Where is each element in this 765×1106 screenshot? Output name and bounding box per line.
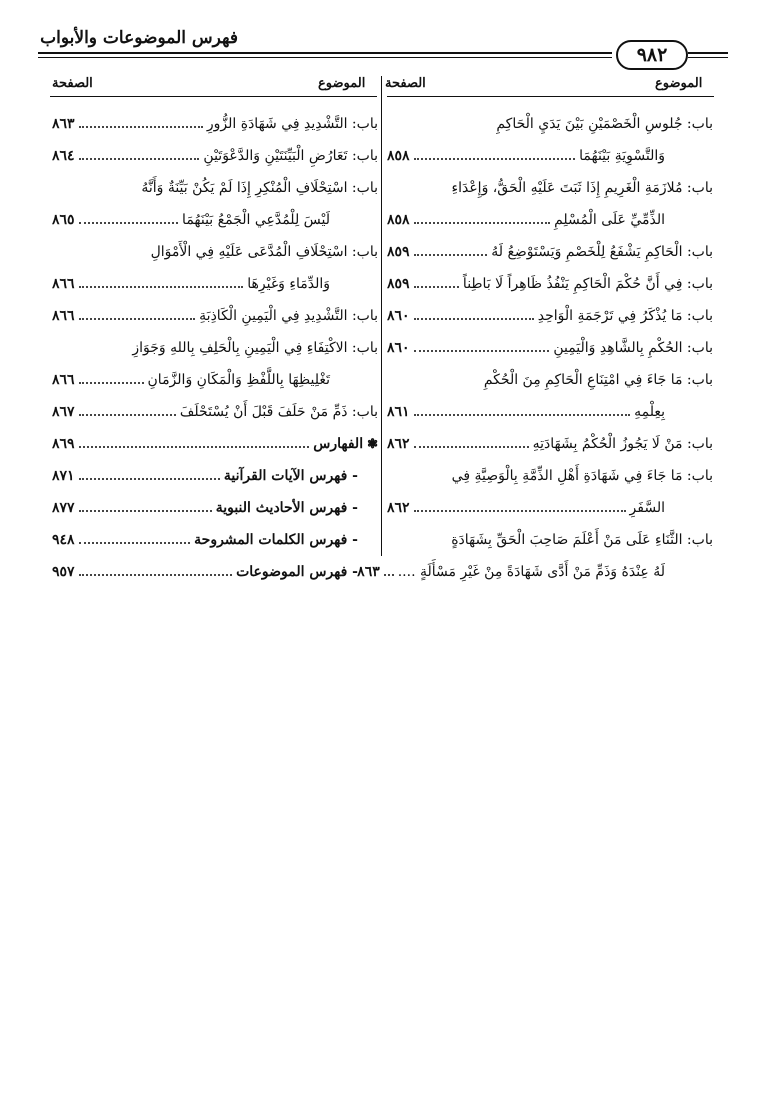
toc-entry-text: باب: اسْتِحْلَافِ الْمُنْكِرِ إِذَا لَمْ يَكُنْ بَيِّنَةٌ وَأَنَّهُ [141, 180, 378, 196]
toc-entry-text: بِعِلْمِهِ [634, 404, 665, 420]
toc-entry[interactable] [52, 236, 378, 300]
toc-page-number: ٨٦٢ [387, 500, 410, 516]
toc-page-number: ٨٦٧ [52, 404, 75, 420]
toc-entry[interactable] [52, 396, 378, 428]
toc-entry-text: باب: مُلازَمَةِ الْغَرِيمِ إِذَا ثَبَتَ عَلَيْهِ الْحَقُّ، وَإِعْدَاءِ [451, 180, 713, 196]
toc-entry-text: باب: جُلوسِ الْخَصْمَيْنِ بَيْنَ يَدَيِ الْحَاكِمِ [496, 116, 713, 132]
dot-leader [414, 158, 576, 160]
toc-entry[interactable] [387, 428, 713, 460]
toc-entry-text: باب: مَا جَاءَ فِي امْتِنَاعِ الْحَاكِمِ مِنَ الْحُكْمِ [483, 372, 713, 388]
dot-leader [79, 446, 310, 448]
toc-entry-text: باب: مَا جَاءَ فِي شَهَادَةِ أَهْلِ الذِّمَّةِ بِالْوَصِيَّةِ فِي [451, 468, 713, 484]
toc-page-number: ٨٥٩ [387, 276, 410, 292]
dot-leader [414, 254, 488, 256]
dot-leader [79, 126, 203, 128]
column-header-rule [387, 96, 714, 97]
toc-page-number: ٨٦١ [387, 404, 410, 420]
right-toc-column [357, 108, 713, 588]
toc-entry-text: باب: اسْتِحْلَافِ الْمُدَّعَى عَلَيْهِ فِي الْأَمْوَالِ [150, 244, 378, 260]
header-rule [38, 52, 612, 54]
dot-leader [414, 446, 529, 448]
index-label: - فهرس الأحاديث النبوية [215, 500, 358, 516]
toc-entry[interactable] [387, 460, 713, 524]
toc-entry[interactable] [387, 300, 713, 332]
dot-leader [79, 510, 212, 512]
index-entry[interactable] [52, 460, 378, 492]
index-label: - فهرس الكلمات المشروحة [194, 532, 358, 548]
dot-leader [79, 542, 191, 544]
header-rule [688, 52, 728, 54]
toc-entry[interactable] [387, 364, 713, 428]
running-header-title: فهرس الموضوعات والأبواب [40, 28, 238, 48]
toc-page-number: ٨٦٠ [387, 308, 410, 324]
toc-entry-text: الذِّمِّيِّ عَلَى الْمُسْلِمِ [554, 212, 665, 228]
toc-entry[interactable] [52, 332, 378, 396]
toc-page-number: ٨٧٧ [52, 500, 75, 516]
toc-page-number: ٨٦٦ [52, 372, 75, 388]
toc-page-number: ٨٧١ [52, 468, 75, 484]
toc-entry-text: باب: ذَمِّ مَنْ حَلَفَ قَبْلَ أَنْ يُسْتَحْلَفَ [179, 404, 378, 420]
toc-entry-text: باب: فِي أَنَّ حُكْمَ الْحَاكِمِ يَنْفُذُ ظَاهِراً لَا بَاطِناً [462, 276, 713, 292]
column-header-rule [50, 96, 377, 97]
toc-entry[interactable] [52, 300, 378, 332]
toc-entry[interactable] [387, 268, 713, 300]
toc-page-number: ٩٤٨ [52, 532, 75, 548]
dot-leader [414, 286, 459, 288]
dot-leader [79, 478, 220, 480]
toc-page-number: ٨٦٩ [52, 436, 75, 452]
toc-entry-text: باب: الاكْتِفَاءِ فِي الْيَمِينِ بِالْحَلِفِ بِاللهِ وَجَوَازِ [132, 340, 378, 356]
toc-page-number: ٨٦٣ [357, 564, 380, 580]
dot-leader [414, 414, 631, 416]
dot-leader [414, 318, 534, 320]
toc-entry[interactable] [387, 332, 713, 364]
index-entry[interactable] [52, 492, 378, 524]
toc-entry-text: باب: التَّشْدِيدِ فِي شَهَادَةِ الزُّورِ [206, 116, 378, 132]
toc-page-number: ٨٦٢ [387, 436, 410, 452]
dot-leader [79, 318, 196, 320]
toc-entry-text: باب: الْحَاكِمِ يَشْفَعُ لِلْخَصْمِ وَيَسْتَوْضِعُ لَهُ [491, 244, 713, 260]
index-entry[interactable] [52, 556, 378, 588]
toc-page-number: ٨٦٦ [52, 276, 75, 292]
toc-entry-text: باب: الحُكْمِ بِالشَّاهِدِ وَالْيَمِينِ [553, 340, 713, 356]
toc-entry-text: باب: تَعَارُضِ الْبَيِّنَتَيْنِ وَالدَّعْوَتَيْنِ [203, 148, 378, 164]
flower-bullet-icon: ❃ [367, 437, 378, 452]
index-label: - فهرس الآيات القرآنية [223, 468, 358, 484]
index-label: الفهارس [313, 436, 364, 452]
column-divider [381, 76, 382, 556]
toc-entry-text: باب: مَنْ لَا يَجُوزُ الْحُكْمُ بِشَهَادَتِهِ [532, 436, 713, 452]
topic-column-label: الموضوع [318, 76, 366, 91]
toc-page-number: ٨٦٣ [52, 116, 75, 132]
toc-entry-text: وَالتَّسْوِيَةِ بَيْنَهُمَا [579, 148, 665, 164]
toc-entry[interactable] [52, 172, 378, 236]
dot-leader [414, 222, 551, 224]
toc-page-number: ٨٦٦ [52, 308, 75, 324]
dot-leader [384, 574, 394, 576]
toc-entry[interactable] [387, 172, 713, 236]
toc-entry-text: باب: الثَّنَاءِ عَلَى مَنْ أَعْلَمَ صَاحِبَ الْحَقِّ بِشَهَادَةٍ [451, 532, 713, 548]
topic-column-label: الموضوع [655, 76, 703, 91]
toc-entry[interactable] [387, 236, 713, 268]
page-column-label: الصفحة [385, 76, 426, 91]
dot-leader [79, 158, 200, 160]
index-entry[interactable] [52, 524, 378, 556]
toc-page-number: ٨٥٨ [387, 212, 410, 228]
toc-entry-text: باب: التَّشْدِيدِ فِي الْيَمِينِ الْكَاذِبَةِ [199, 308, 378, 324]
toc-page-number: ٨٥٨ [387, 148, 410, 164]
toc-entry[interactable] [357, 524, 713, 588]
dot-leader [414, 510, 626, 512]
toc-entry[interactable] [52, 108, 378, 140]
dot-leader [79, 382, 144, 384]
toc-entry-text: السَّفَرِ [629, 500, 665, 516]
page-number: ٩٨٢ [616, 40, 688, 70]
dot-leader [79, 286, 244, 288]
toc-entry-text: لَيْسَ لِلْمُدَّعِي الْجَمْعُ بَيْنَهُمَا [182, 212, 330, 228]
dot-leader [79, 222, 178, 224]
toc-page-number: ٨٦٥ [52, 212, 75, 228]
toc-entry[interactable] [387, 108, 713, 172]
index-label: - فهرس الموضوعات [236, 564, 358, 580]
left-toc-column [52, 108, 378, 588]
dot-leader [79, 574, 233, 576]
header-rule [688, 57, 728, 58]
header-rule [38, 57, 612, 58]
dot-leader [414, 350, 550, 352]
page-column-label: الصفحة [52, 76, 93, 91]
toc-page-number: ٨٦٤ [52, 148, 75, 164]
toc-entry-text: تَغْلِيظِهَا بِاللَّفْظِ وَالْمَكَانِ وَالزَّمَانِ [147, 372, 330, 388]
dot-leader [79, 414, 176, 416]
toc-entry[interactable] [52, 140, 378, 172]
toc-page-number: ٨٦٠ [387, 340, 410, 356]
toc-entry-text: لَهُ عِنْدَهُ وَذَمِّ مَنْ أَدَّى شَهَادَةً مِنْ غَيْرِ مَسْأَلَةٍ .... [397, 564, 665, 580]
toc-entry-text: باب: مَا يُذْكَرُ فِي تَرْجَمَةِ الْوَاحِدِ [537, 308, 713, 324]
toc-page-number: ٨٥٩ [387, 244, 410, 260]
toc-page-number: ٩٥٧ [52, 564, 75, 580]
index-entry[interactable] [52, 428, 378, 460]
toc-entry-text: وَالدِّمَاءِ وَغَيْرِهَا [247, 276, 330, 292]
